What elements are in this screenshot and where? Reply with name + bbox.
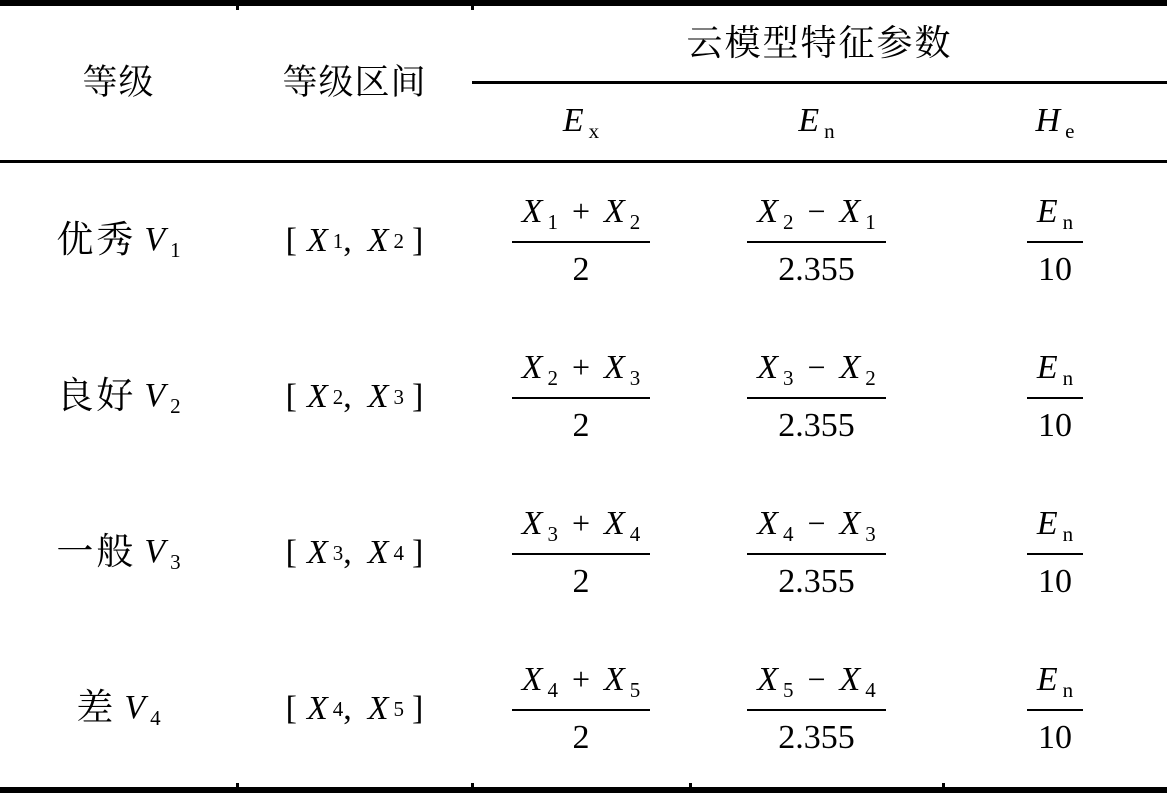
subscript: 4 [332, 696, 344, 721]
subscript: 3 [332, 540, 344, 565]
subscript: 1 [170, 238, 181, 262]
ex-fraction [512, 193, 651, 288]
he-fraction [1027, 193, 1083, 288]
fraction-numerator [1027, 349, 1083, 399]
fraction-denominator: 10 [1038, 719, 1072, 757]
column-tick [689, 783, 692, 793]
subscript: 2 [332, 384, 344, 409]
math-var: X [306, 378, 328, 416]
math-var: X [839, 661, 861, 699]
math-var: X [521, 193, 543, 231]
grade-label: 良好 [56, 375, 137, 417]
comma: , [343, 222, 352, 260]
plus-operator: + [571, 349, 591, 386]
math-var: X [521, 505, 543, 543]
subscript: 4 [782, 522, 794, 547]
he-fraction [1027, 505, 1083, 600]
math-var: X [839, 349, 861, 387]
math-var: E [562, 102, 584, 139]
grade-cell [0, 163, 237, 319]
fraction-denominator: 2.355 [778, 563, 855, 601]
en-fraction [747, 661, 886, 756]
subscript: 2 [547, 366, 558, 391]
ex-symbol [563, 102, 599, 142]
subscript: 2 [393, 228, 405, 253]
math-var: X [521, 349, 543, 387]
fraction-denominator: 2.355 [778, 407, 855, 445]
comma: , [343, 378, 352, 416]
math-var: X [367, 534, 389, 572]
column-tick [236, 783, 239, 793]
grade-label: 差 [76, 687, 117, 729]
he-cell [943, 475, 1167, 631]
column-tick [471, 783, 474, 793]
fraction-numerator [1027, 661, 1083, 711]
he-cell [943, 163, 1167, 319]
subscript: 3 [782, 366, 794, 391]
en-cell [690, 163, 943, 319]
subscript: 4 [629, 522, 641, 547]
fraction-numerator [1027, 505, 1083, 555]
interval-cell [237, 163, 472, 319]
ex-cell [472, 631, 690, 787]
subscript: e [1065, 119, 1075, 143]
bracket-open: [ [285, 378, 297, 416]
grade-cell [0, 475, 237, 631]
subscript: 2 [865, 366, 876, 391]
math-var: E [1036, 193, 1058, 231]
ex-cell [472, 163, 690, 319]
math-var: X [757, 505, 778, 543]
minus-operator: − [807, 505, 826, 542]
interval-cell [237, 319, 472, 475]
math-var: X [306, 534, 328, 572]
math-var: V [124, 689, 146, 726]
col-group-header [472, 6, 1167, 84]
subscript: x [588, 119, 600, 143]
fraction-denominator: 2.355 [778, 251, 855, 289]
grade-symbol [144, 533, 180, 573]
subscript: 1 [547, 210, 558, 235]
subscript: 2 [629, 210, 641, 235]
column-tick [471, 0, 474, 10]
en-cell [690, 319, 943, 475]
ex-cell [472, 319, 690, 475]
table-body [0, 163, 1167, 787]
bracket-close: ] [412, 222, 424, 260]
math-var: X [757, 349, 778, 387]
subscript: 1 [865, 210, 876, 235]
fraction-numerator [512, 505, 651, 555]
ex-cell [472, 475, 690, 631]
he-symbol [1036, 102, 1075, 142]
ex-fraction [512, 349, 651, 444]
math-var: X [367, 222, 389, 260]
math-var: E [798, 102, 820, 139]
subscript: 4 [393, 540, 405, 565]
subscript: 5 [782, 678, 794, 703]
col-header-he [943, 84, 1167, 160]
grade-label: 优秀 [56, 219, 137, 261]
en-fraction [747, 193, 886, 288]
math-var: V [144, 533, 166, 570]
he-fraction [1027, 661, 1083, 756]
math-var: E [1036, 661, 1058, 699]
math-var: X [604, 349, 625, 387]
ex-fraction [512, 505, 651, 600]
minus-operator: − [807, 193, 826, 230]
subscript: 3 [393, 384, 405, 409]
fraction-numerator [747, 661, 886, 711]
fraction-numerator [747, 505, 886, 555]
subscript: n [1062, 678, 1074, 703]
subscript: 3 [547, 522, 558, 547]
subscript: 3 [865, 522, 876, 547]
table-header [0, 6, 1167, 160]
fraction-denominator: 2 [572, 563, 590, 601]
he-fraction [1027, 349, 1083, 444]
subscript: 5 [629, 678, 641, 703]
math-var: X [521, 661, 543, 699]
col-header-interval: 等级区间 [282, 62, 427, 102]
fraction-denominator: 10 [1038, 251, 1072, 289]
column-tick [942, 783, 945, 793]
math-var: X [367, 378, 389, 416]
en-fraction [747, 505, 886, 600]
subscript: 3 [629, 366, 641, 391]
plus-operator: + [571, 193, 591, 230]
en-cell [690, 475, 943, 631]
en-fraction [747, 349, 886, 444]
math-var: X [604, 505, 625, 543]
subscript: 4 [547, 678, 558, 703]
subscript: 3 [170, 550, 181, 574]
math-var: H [1035, 102, 1061, 139]
math-var: X [757, 661, 778, 699]
fraction-denominator: 10 [1038, 407, 1072, 445]
fraction-numerator [1027, 193, 1083, 243]
fraction-denominator: 2 [572, 407, 590, 445]
grade-symbol [124, 689, 160, 729]
fraction-denominator: 2 [572, 719, 590, 757]
interval-cell [237, 631, 472, 787]
en-cell [690, 631, 943, 787]
math-var: X [306, 690, 328, 728]
math-var: X [839, 505, 861, 543]
plus-operator: + [571, 661, 591, 698]
subscript: n [824, 119, 835, 143]
math-var: E [1036, 349, 1058, 387]
subscript: 4 [150, 706, 161, 730]
minus-operator: − [807, 349, 826, 386]
col-header-ex [472, 84, 690, 160]
grade-label: 一般 [56, 531, 137, 573]
fraction-numerator [747, 349, 886, 399]
math-var: X [306, 222, 328, 260]
math-var: X [367, 690, 389, 728]
group-header-label: 云模型特征参数 [686, 22, 953, 63]
subscript: n [1062, 522, 1074, 547]
col-header-en [690, 84, 943, 160]
math-var: X [757, 193, 778, 231]
bracket-open: [ [285, 222, 297, 260]
math-var: X [604, 193, 625, 231]
he-cell [943, 319, 1167, 475]
fraction-numerator [512, 193, 651, 243]
minus-operator: − [807, 661, 826, 698]
subscript: 2 [170, 394, 181, 418]
math-var: V [144, 377, 166, 414]
grade-cell [0, 631, 237, 787]
math-var: E [1036, 505, 1058, 543]
math-var: V [144, 221, 166, 258]
column-tick [236, 0, 239, 10]
comma: , [343, 690, 352, 728]
fraction-denominator: 2 [572, 251, 590, 289]
bracket-close: ] [412, 690, 424, 728]
bracket-close: ] [412, 534, 424, 572]
bracket-close: ] [412, 378, 424, 416]
comma: , [343, 534, 352, 572]
fraction-denominator: 2.355 [778, 719, 855, 757]
math-var: X [604, 661, 625, 699]
subscript: 5 [393, 696, 405, 721]
table-bottom-border [0, 787, 1167, 793]
fraction-numerator [512, 349, 651, 399]
subscript: 4 [865, 678, 876, 703]
subscript: n [1062, 366, 1074, 391]
math-var: X [839, 193, 861, 231]
grade-symbol [144, 377, 180, 417]
subscript: n [1062, 210, 1074, 235]
bracket-open: [ [285, 690, 297, 728]
fraction-numerator [747, 193, 886, 243]
col-header-grade: 等级 [82, 62, 155, 102]
bracket-open: [ [285, 534, 297, 572]
interval-cell [237, 475, 472, 631]
fraction-denominator: 10 [1038, 563, 1072, 601]
grade-symbol [144, 221, 180, 261]
ex-fraction [512, 661, 651, 756]
en-symbol [798, 102, 834, 142]
fraction-numerator [512, 661, 651, 711]
subscript: 1 [332, 228, 344, 253]
grade-cell [0, 319, 237, 475]
plus-operator: + [571, 505, 591, 542]
he-cell [943, 631, 1167, 787]
subscript: 2 [782, 210, 794, 235]
